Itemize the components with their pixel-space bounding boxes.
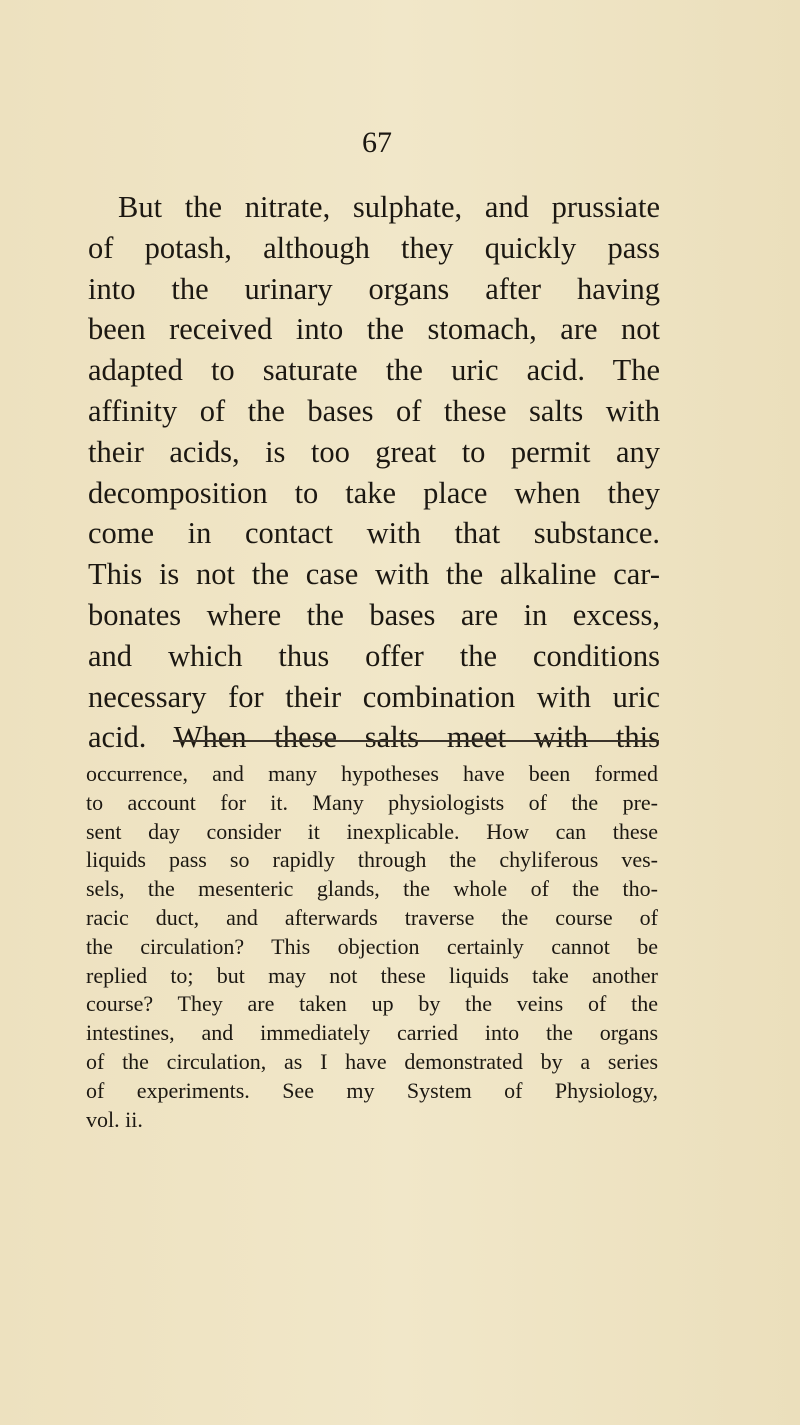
- main-text-line: adapted to saturate the uric acid. The: [88, 353, 660, 388]
- main-text-line: come in contact with that substance.: [88, 516, 660, 551]
- main-text-line: affinity of the bases of these salts with: [88, 393, 660, 428]
- page-number: 67: [362, 126, 392, 159]
- main-text-line: into the urinary organs after having: [88, 271, 660, 306]
- footnote: [86, 760, 658, 1134]
- footnote-line: occurrence, and many hypotheses have been formed: [86, 761, 658, 786]
- footnote-line: racic duct, and afterwards traverse the course of: [86, 904, 658, 930]
- footnote-line: to account for it. Many physiologists of the pre-: [86, 789, 658, 815]
- main-text-line: been received into the stomach, are not: [88, 312, 660, 347]
- main-text-line: necessary for their combination with uric: [88, 679, 660, 714]
- footnote-line: sels, the mesenteric glands, the whole of the tho-: [86, 876, 658, 902]
- footnote-line: sent day consider it inexplicable. How can these: [86, 818, 658, 844]
- main-text-line: their acids, is too great to permit any: [88, 434, 660, 469]
- footnote-line: of the circulation, as I have demonstrated by a series: [86, 1048, 658, 1074]
- footnote-line: of experiments. See my System of Physiology,: [86, 1077, 658, 1103]
- footnote-line: liquids pass so rapidly through the chyliferous ves-: [86, 847, 658, 873]
- footnote-line: replied to; but may not these liquids take another: [86, 962, 658, 988]
- main-text-line: acid. When these salts meet with this: [88, 720, 660, 755]
- main-text-line: and which thus offer the conditions: [88, 638, 660, 673]
- footnote-line: vol. ii.: [86, 1106, 143, 1132]
- main-text-line: of potash, although they quickly pass: [88, 230, 660, 265]
- footnote-line: intestines, and immediately carried into the organs: [86, 1020, 658, 1046]
- footnote-line: course? They are taken up by the veins of the: [86, 991, 658, 1017]
- main-text-line: bonates where the bases are in excess,: [88, 597, 660, 632]
- main-text-line: This is not the case with the alkaline car-: [88, 557, 660, 592]
- main-text: [88, 187, 660, 758]
- main-text-line: decomposition to take place when they: [88, 475, 660, 510]
- footnote-divider: [173, 740, 659, 742]
- footnote-line: the circulation? This objection certainly cannot be: [86, 933, 658, 959]
- main-text-line: But the nitrate, sulphate, and prussiate: [118, 190, 660, 224]
